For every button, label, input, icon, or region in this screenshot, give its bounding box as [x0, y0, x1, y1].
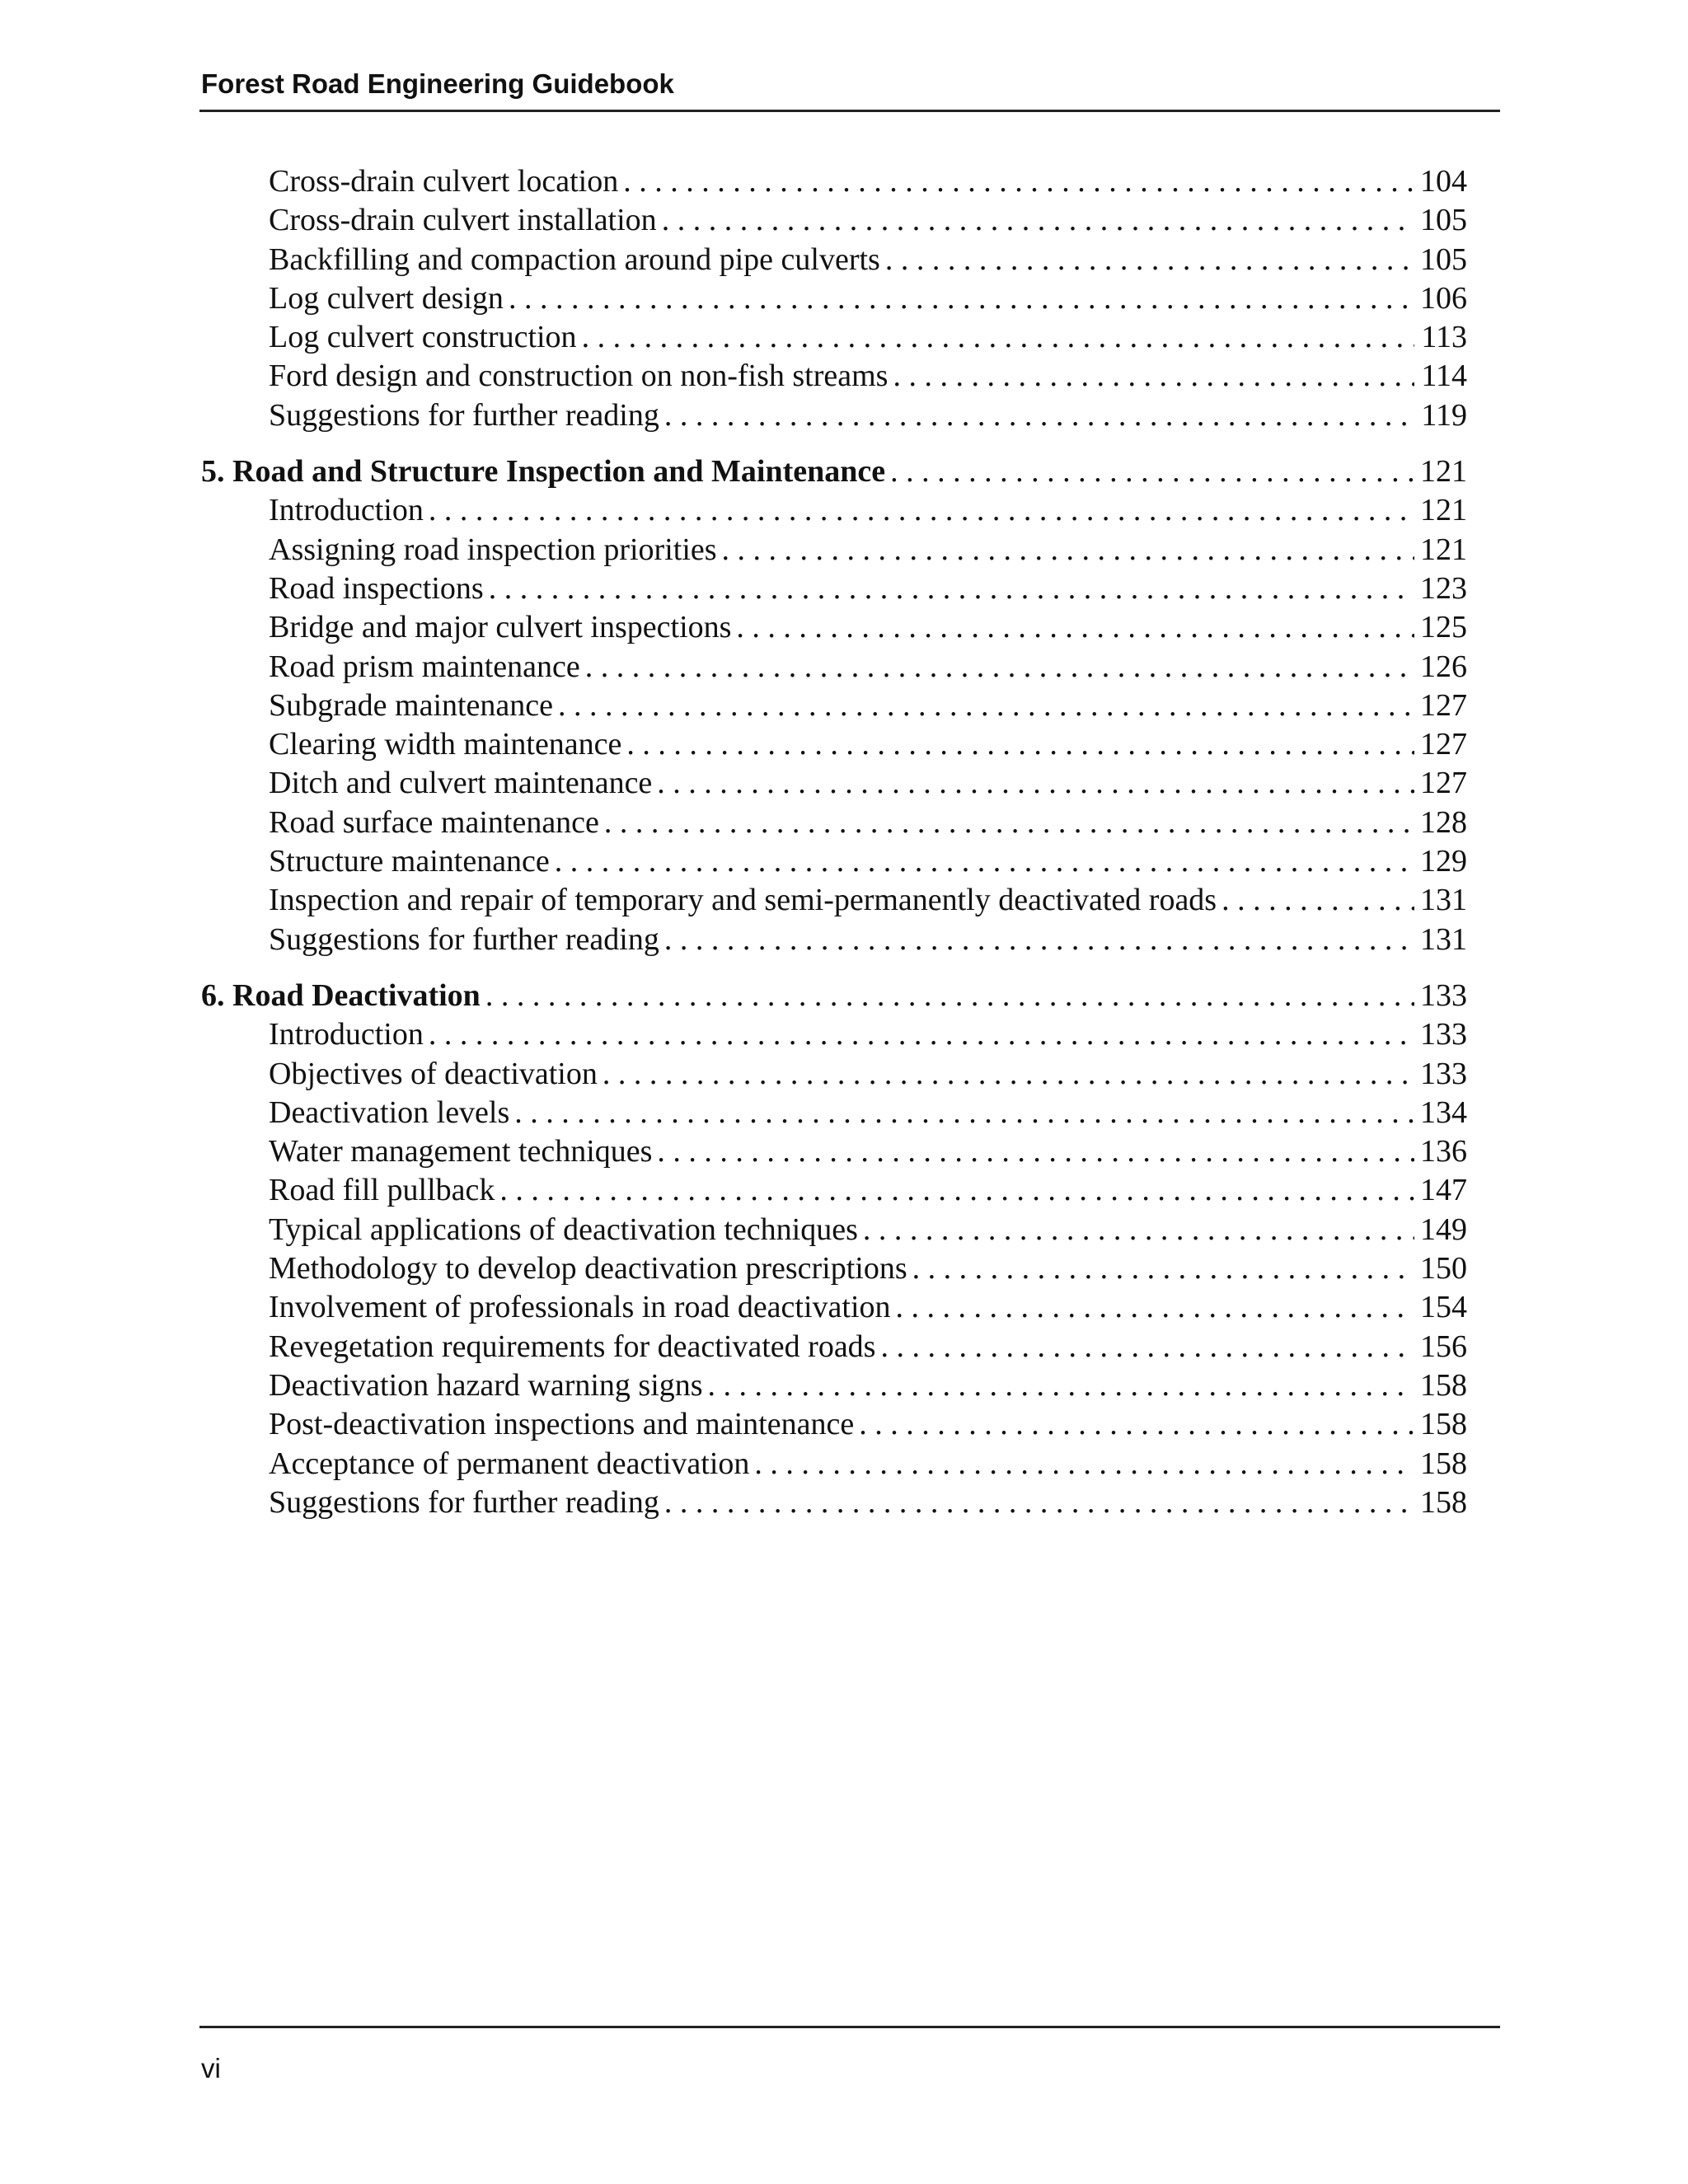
toc-leader-dots [664, 1483, 1414, 1522]
toc-entry[interactable] [201, 531, 1467, 569]
toc-page-number: 147 [1420, 1173, 1467, 1208]
table-of-contents [201, 162, 1467, 1540]
toc-entry-label: Ditch and culvert maintenance [269, 766, 653, 801]
toc-entry[interactable] [201, 1366, 1467, 1405]
toc-leader-dots [514, 1094, 1414, 1132]
toc-page-number: 126 [1420, 649, 1467, 684]
toc-entry-label: Road surface maintenance [269, 804, 599, 840]
toc-entry[interactable] [201, 1288, 1467, 1327]
toc-entry[interactable] [201, 357, 1467, 396]
toc-entry[interactable] [201, 396, 1467, 435]
toc-leader-dots [657, 764, 1414, 803]
toc-section [201, 452, 1467, 959]
toc-leader-dots [489, 569, 1414, 608]
toc-entry[interactable] [201, 687, 1467, 725]
toc-leader-dots [485, 977, 1414, 1015]
toc-page-number: 121 [1420, 454, 1467, 490]
toc-entry-label: Road inspections [269, 570, 484, 606]
toc-page-number: 134 [1420, 1094, 1467, 1130]
toc-entry-label: Cross-drain culvert installation [269, 203, 657, 238]
toc-page-number: 131 [1420, 883, 1467, 918]
toc-entry[interactable] [201, 318, 1467, 357]
toc-entry-label: Log culvert construction [269, 320, 577, 355]
toc-page-number: 149 [1420, 1212, 1467, 1247]
toc-entry-label: Deactivation hazard warning signs [269, 1367, 703, 1403]
toc-entry[interactable] [201, 279, 1467, 318]
toc-page-number: 150 [1420, 1251, 1467, 1286]
toc-entry[interactable] [201, 1445, 1467, 1483]
footer-rule [199, 2026, 1500, 2028]
toc-page-number: 127 [1420, 766, 1467, 801]
toc-entry-label: Ford design and construction on non-fish streams [269, 359, 889, 394]
toc-leader-dots [880, 1328, 1414, 1366]
toc-page-number: 129 [1420, 844, 1467, 879]
toc-leader-dots [1221, 881, 1414, 920]
footer-page-number: vi [201, 2053, 221, 2083]
toc-leader-dots [912, 1249, 1414, 1288]
toc-page-number: 133 [1420, 1056, 1467, 1091]
toc-entry[interactable] [201, 1211, 1467, 1249]
header-rule [199, 110, 1500, 112]
toc-page-number: 158 [1420, 1367, 1467, 1403]
toc-entry[interactable] [201, 1328, 1467, 1366]
toc-entry-label: Assigning road inspection priorities [269, 532, 717, 567]
toc-entry-label: Suggestions for further reading [269, 1484, 659, 1520]
toc-page-number: 156 [1420, 1329, 1467, 1364]
toc-leader-dots [657, 1132, 1414, 1171]
toc-entry-label: Inspection and repair of temporary and semi-permanently deactivated roads [269, 883, 1217, 918]
toc-entry[interactable] [201, 648, 1467, 687]
toc-page-number: 125 [1420, 610, 1467, 645]
toc-entry-label: Revegetation requirements for deactivated roads [269, 1329, 876, 1364]
toc-entry-label: Acceptance of permanent deactivation [269, 1446, 750, 1481]
toc-leader-dots [429, 1015, 1414, 1054]
toc-leader-dots [558, 687, 1414, 725]
toc-entry[interactable] [201, 1171, 1467, 1210]
toc-entry-label: Suggestions for further reading [269, 921, 659, 957]
toc-entry-label: Road prism maintenance [269, 649, 580, 684]
toc-entry-label: Introduction [269, 493, 424, 528]
toc-page-number: 133 [1420, 1017, 1467, 1052]
toc-leader-dots [429, 491, 1414, 530]
toc-entry-label: Subgrade maintenance [269, 687, 554, 723]
toc-page-number: 127 [1420, 727, 1467, 762]
toc-leader-dots [885, 241, 1414, 279]
toc-entry-label: Clearing width maintenance [269, 727, 622, 762]
toc-entry-label: Backfilling and compaction around pipe culverts [269, 241, 880, 277]
toc-entry-label: Structure maintenance [269, 844, 550, 879]
running-header-title: Forest Road Engineering Guidebook [201, 68, 674, 99]
toc-page-number: 128 [1420, 804, 1467, 840]
toc-entry[interactable] [201, 1055, 1467, 1094]
toc-entry-label: Road fill pullback [269, 1173, 495, 1208]
toc-entry[interactable] [201, 491, 1467, 530]
toc-leader-dots [585, 648, 1414, 687]
toc-leader-dots [722, 531, 1414, 569]
toc-leader-dots [499, 1171, 1414, 1210]
toc-page-number: 154 [1420, 1290, 1467, 1325]
toc-entry-label: Cross-drain culvert location [269, 164, 619, 199]
toc-leader-dots [509, 279, 1414, 318]
toc-chapter-heading[interactable] [201, 452, 1467, 491]
toc-entry-label: Suggestions for further reading [269, 397, 659, 433]
toc-leader-dots [664, 921, 1414, 959]
toc-entry[interactable] [201, 881, 1467, 920]
toc-entry[interactable] [201, 842, 1467, 881]
toc-leader-dots [863, 1211, 1414, 1249]
toc-entry[interactable] [201, 1132, 1467, 1171]
toc-chapter-title: 5. Road and Structure Inspection and Maintenance [201, 454, 886, 490]
toc-entry-label: Deactivation levels [269, 1094, 510, 1130]
toc-entry[interactable] [201, 1015, 1467, 1054]
toc-entry-label: Objectives of deactivation [269, 1056, 598, 1091]
toc-page-number: 127 [1420, 687, 1467, 723]
toc-leader-dots [623, 162, 1414, 201]
toc-leader-dots [664, 396, 1414, 435]
toc-section [201, 162, 1467, 435]
toc-entry[interactable] [201, 764, 1467, 803]
toc-leader-dots [896, 1288, 1414, 1327]
toc-chapter-title: 6. Road Deactivation [201, 977, 481, 1013]
toc-entry-label: Bridge and major culvert inspections [269, 610, 732, 645]
toc-leader-dots [736, 608, 1414, 647]
toc-entry[interactable] [201, 608, 1467, 647]
toc-page-number: 119 [1421, 397, 1467, 433]
toc-entry-label: Methodology to develop deactivation prescriptions [269, 1251, 907, 1286]
toc-page-number: 136 [1420, 1134, 1467, 1169]
toc-leader-dots [582, 318, 1414, 357]
toc-page-number: 158 [1420, 1446, 1467, 1481]
toc-page-number: 121 [1420, 532, 1467, 567]
toc-leader-dots [890, 452, 1414, 491]
toc-page-number: 106 [1420, 280, 1467, 316]
toc-entry[interactable] [201, 162, 1467, 201]
toc-leader-dots [754, 1445, 1414, 1483]
toc-entry[interactable] [201, 569, 1467, 608]
toc-entry-label: Water management techniques [269, 1134, 653, 1169]
toc-page-number: 104 [1420, 164, 1467, 199]
toc-leader-dots [555, 842, 1414, 881]
toc-entry[interactable] [201, 921, 1467, 959]
toc-entry-label: Introduction [269, 1017, 424, 1052]
toc-section [201, 977, 1467, 1522]
toc-page-number: 105 [1420, 203, 1467, 238]
toc-page-number: 121 [1420, 493, 1467, 528]
toc-entry[interactable] [201, 1483, 1467, 1522]
toc-chapter-heading[interactable] [201, 977, 1467, 1015]
toc-entry[interactable] [201, 1094, 1467, 1132]
toc-leader-dots [604, 804, 1414, 842]
toc-leader-dots [859, 1405, 1414, 1444]
toc-entry-label: Typical applications of deactivation techniques [269, 1212, 858, 1247]
toc-page-number: 158 [1420, 1407, 1467, 1442]
toc-page-number: 123 [1420, 570, 1467, 606]
toc-entry[interactable] [201, 241, 1467, 279]
toc-entry[interactable] [201, 725, 1467, 764]
toc-leader-dots [662, 201, 1414, 240]
toc-entry-label: Post-deactivation inspections and maintenance [269, 1407, 855, 1442]
toc-page-number: 133 [1420, 977, 1467, 1013]
toc-entry[interactable] [201, 804, 1467, 842]
toc-entry[interactable] [201, 1405, 1467, 1444]
toc-page-number: 114 [1421, 359, 1467, 394]
toc-leader-dots [708, 1366, 1414, 1405]
toc-page-number: 105 [1420, 241, 1467, 277]
toc-page-number: 113 [1421, 320, 1467, 355]
toc-entry-label: Involvement of professionals in road deactivation [269, 1290, 891, 1325]
toc-entry[interactable] [201, 201, 1467, 240]
toc-page-number: 158 [1420, 1484, 1467, 1520]
toc-leader-dots [626, 725, 1414, 764]
toc-page-number: 131 [1420, 921, 1467, 957]
toc-leader-dots [893, 357, 1414, 396]
toc-entry-label: Log culvert design [269, 280, 504, 316]
toc-entry[interactable] [201, 1249, 1467, 1288]
toc-leader-dots [603, 1055, 1414, 1094]
